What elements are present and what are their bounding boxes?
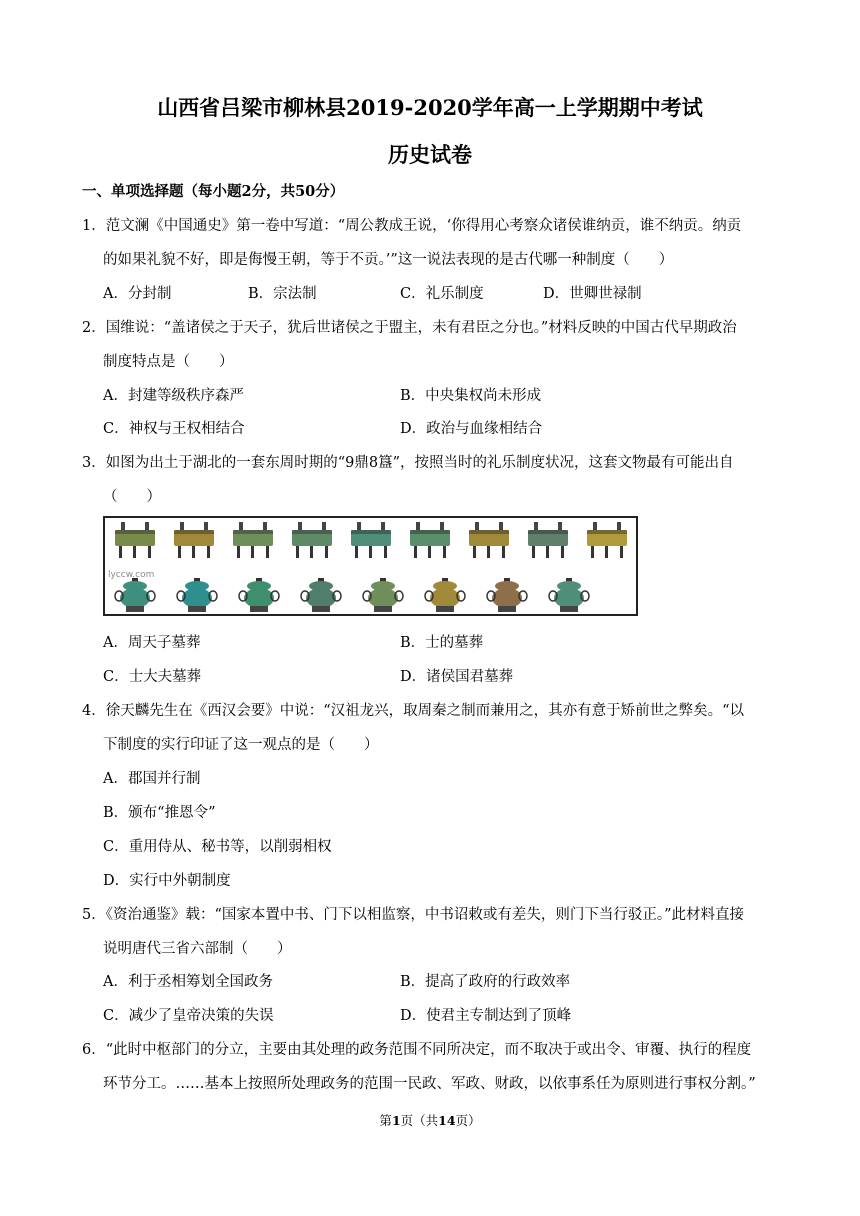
footer-middle: 页（共	[400, 1113, 439, 1128]
question-2-line-2: 制度特点是（ ）	[103, 354, 234, 370]
ding-vessel-icon	[351, 522, 391, 558]
question-1-option-a: A．分封制	[103, 286, 172, 302]
question-3-option-d: D．诸侯国君墓葬	[400, 669, 514, 685]
footer-page-number: 1	[391, 1113, 401, 1128]
question-3-line-2: （ ）	[103, 489, 161, 505]
footer-prefix: 第	[379, 1113, 392, 1128]
gui-vessel-icon	[115, 578, 155, 612]
question-4-option-c: C．重用侍从、秘书等，以削弱相权	[103, 839, 332, 855]
question-3-option-c: C．士大夫墓葬	[103, 669, 202, 685]
gui-vessel-icon	[239, 578, 279, 612]
question-5-line-2: 说明唐代三省六部制（ ）	[103, 941, 292, 957]
question-1-option-b: B．宗法制	[248, 286, 317, 302]
ding-vessel-icon	[410, 522, 450, 558]
ding-vessel-icon	[233, 522, 273, 558]
page-footer	[0, 1111, 860, 1129]
figure-watermark: lyccw.com	[108, 570, 155, 580]
question-4-option-d: D．实行中外朝制度	[103, 873, 231, 889]
question-1-option-d: D．世卿世禄制	[543, 286, 642, 302]
gui-vessel-icon	[177, 578, 217, 612]
gui-vessel-icon	[425, 578, 465, 612]
footer-suffix: 页）	[455, 1113, 481, 1128]
bronze-vessels-photo	[103, 516, 638, 616]
footer-total-pages: 14	[438, 1113, 456, 1128]
question-6-line-1: 6．“此时中枢部门的分立，主要由其处理的政务范围不同所决定，而不取决于或出令、审覆、执行的程度	[82, 1042, 752, 1058]
question-1-option-c: C．礼乐制度	[400, 286, 484, 302]
question-1-line-2: 的如果礼貌不好，即是侮慢王朝，等于不贡。’”这一说法表现的是古代哪一种制度（ ）	[103, 252, 674, 268]
question-4-line-2: 下制度的实行印证了这一观点的是（ ）	[103, 737, 379, 753]
question-5-option-c: C．减少了皇帝决策的失误	[103, 1008, 274, 1024]
gui-vessel-icon	[487, 578, 527, 612]
question-5-option-b: B．提高了政府的行政效率	[400, 974, 571, 990]
ding-vessel-icon	[528, 522, 568, 558]
question-6-line-2: 环节分工。……基本上按照所处理政务的范围一民政、军政、财政，以依事系任为原则进行事权分割。”	[103, 1076, 756, 1092]
ding-vessel-icon	[469, 522, 509, 558]
bronze-vessels-illustration	[105, 518, 636, 614]
question-5-option-d: D．使君主专制达到了顶峰	[400, 1008, 572, 1024]
question-3-option-a: A．周天子墓葬	[103, 635, 201, 651]
ding-vessel-icon	[292, 522, 332, 558]
ding-vessel-icon	[115, 522, 155, 558]
question-2-option-b: B．中央集权尚未形成	[400, 388, 542, 404]
exam-title: 山西省吕梁市柳林县2019-2020学年高一上学期期中考试	[157, 95, 703, 120]
question-3-line-1: 3．如图为出土于湖北的一套东周时期的“9鼎8簋”，按照当时的礼乐制度状况，这套文物最有可能出自	[82, 455, 734, 471]
gui-vessel-icon	[363, 578, 403, 612]
question-5-option-a: A．利于丞相筹划全国政务	[103, 974, 273, 990]
ding-vessel-icon	[174, 522, 214, 558]
question-2-option-c: C．神权与王权相结合	[103, 421, 245, 437]
question-4-option-a: A．郡国并行制	[103, 771, 201, 787]
section-heading: 一、单项选择题（每小题2分，共50分）	[82, 183, 345, 200]
question-2-line-1: 2．国维说：“盖诸侯之于天子，犹后世诸侯之于盟主，未有君臣之分也。”材料反映的中国古代早期政治	[82, 320, 737, 336]
question-5-line-1: 5．《资治通鉴》载：“国家本置中书、门下以相监察，中书诏敕或有差失，则门下当行驳正。”此材料直接	[82, 907, 745, 923]
gui-vessel-icon	[301, 578, 341, 612]
question-4-option-b: B．颁布“推恩令”	[103, 805, 216, 821]
question-3-option-b: B．士的墓葬	[400, 635, 484, 651]
question-4-line-1: 4．徐天麟先生在《西汉会要》中说：“汉祖龙兴，取周秦之制而兼用之，其亦有意于矫前世之弊矣。“以	[82, 703, 745, 719]
ding-vessel-icon	[587, 522, 627, 558]
gui-vessel-icon	[549, 578, 589, 612]
exam-subtitle: 历史试卷	[388, 142, 472, 167]
question-1-line-1: 1．范文澜《中国通史》第一卷中写道：“周公教成王说，‘你得用心考察众诸侯谁纳贡，谁不纳贡。纳贡	[82, 218, 742, 234]
question-2-option-a: A．封建等级秩序森严	[103, 388, 244, 404]
question-2-option-d: D．政治与血缘相结合	[400, 421, 543, 437]
